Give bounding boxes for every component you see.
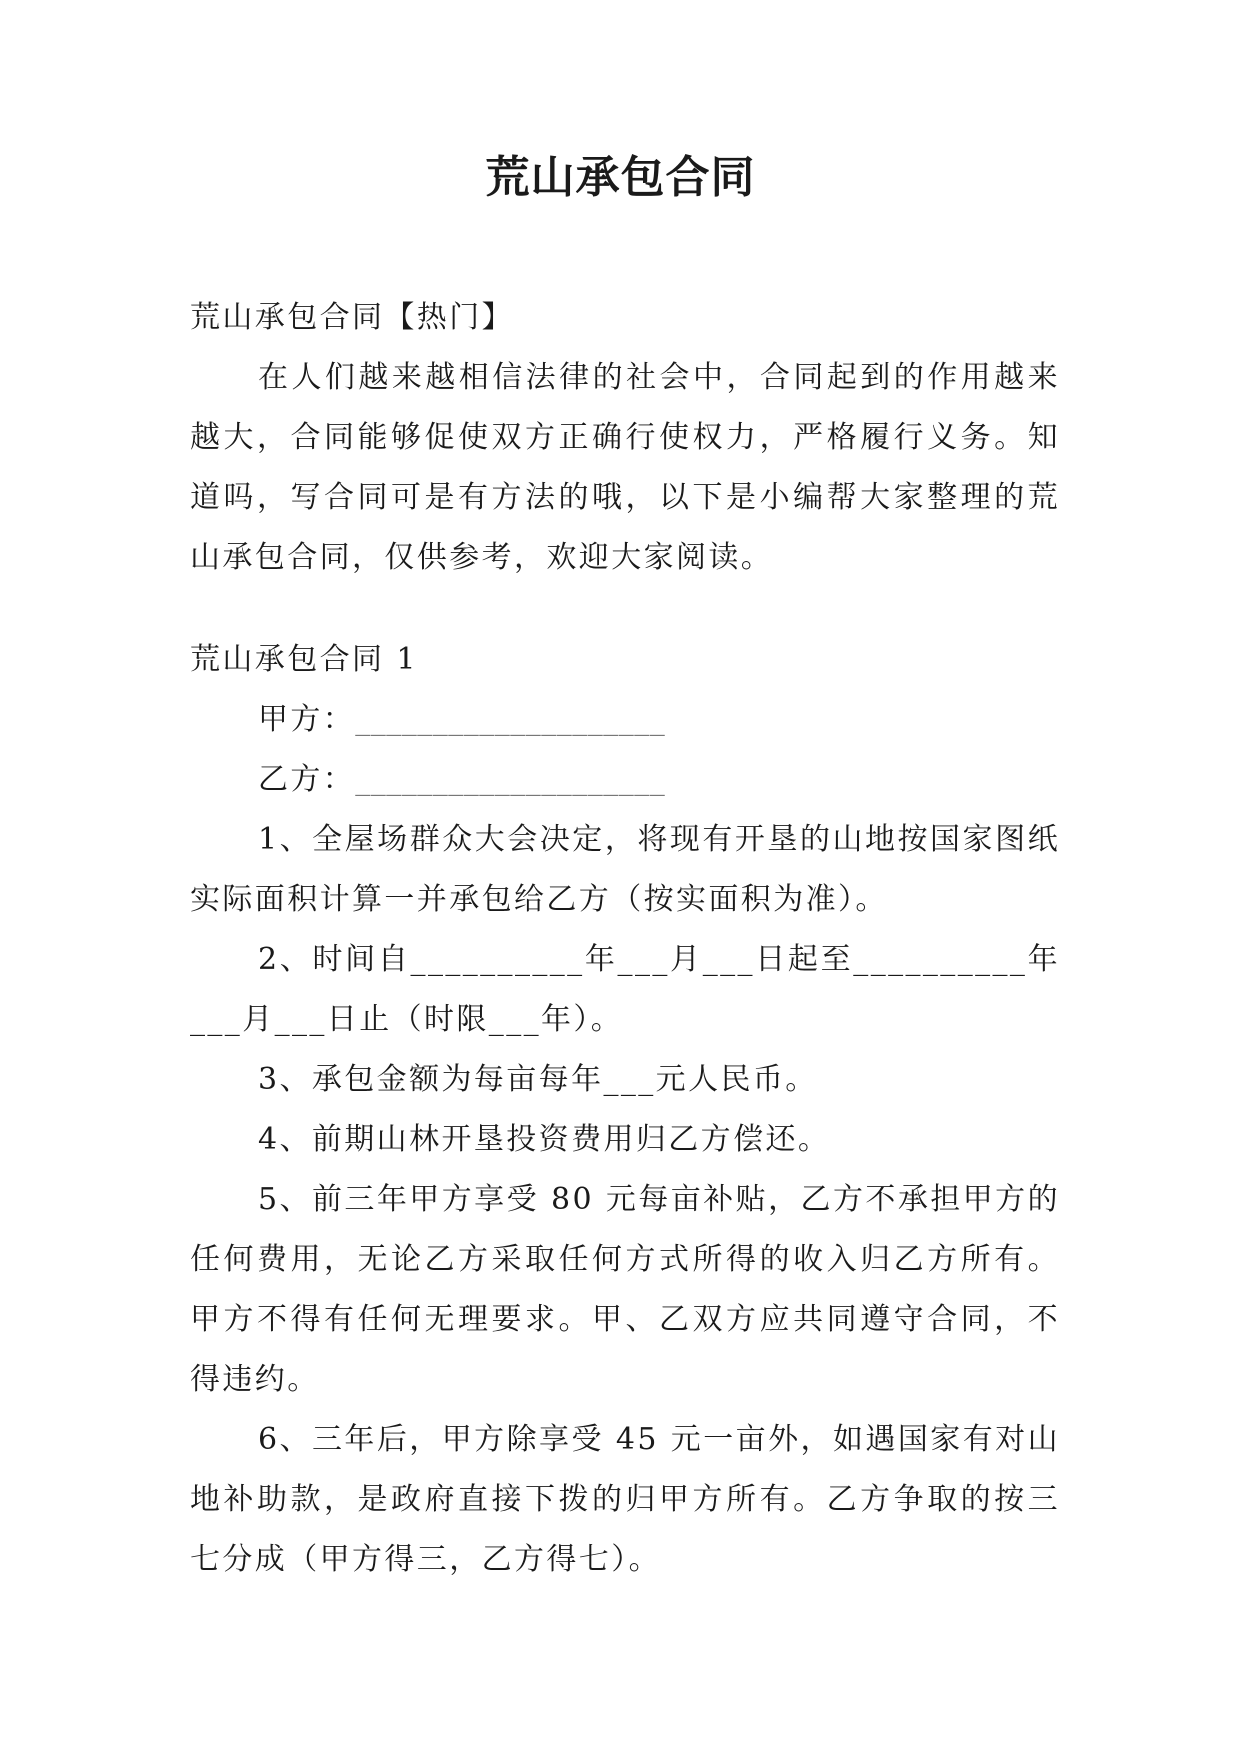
clause-4: 4、前期山林开垦投资费用归乙方偿还。 [258, 1122, 831, 1157]
party-b-blank: ____________________ [355, 762, 666, 797]
party-b-line [190, 750, 1060, 810]
party-a-blank: ____________________ [355, 702, 666, 737]
party-a-label: 甲方： [258, 702, 356, 737]
section-title: 荒山承包合同 1 [190, 642, 418, 677]
clause-1: 1、全屋场群众大会决定，将现有开垦的山地按国家图纸实际面积计算一并承包给乙方（按实面积为准）。 [190, 822, 1060, 917]
intro-paragraph: 在人们越来越相信法律的社会中，合同起到的作用越来越大，合同能够促使双方正确行使权力，严格履行义务。知道吗，写合同可是有方法的哦，以下是小编帮大家整理的荒山承包合同，仅供参考，欢迎大家阅读。 [190, 360, 1060, 575]
clause-6: 6、三年后，甲方除享受 45 元一亩外，如遇国家有对山地补助款，是政府直接下拨的归甲方所有。乙方争取的按三七分成（甲方得三，乙方得七）。 [190, 1422, 1060, 1577]
document-body [190, 288, 1060, 1590]
clause-2: 2、时间自__________年___月___日起至__________年___月___日止（时限___年）。 [190, 942, 1060, 1037]
clause-5: 5、前三年甲方享受 80 元每亩补贴，乙方不承担甲方的任何费用，无论乙方采取任何方式所得的收入归乙方所有。甲方不得有任何无理要求。甲、乙双方应共同遵守合同，不得违约。 [190, 1182, 1060, 1397]
clause-3: 3、承包金额为每亩每年___元人民币。 [258, 1062, 818, 1097]
document-subtitle: 荒山承包合同【热门】 [190, 300, 514, 335]
section-spacer [190, 588, 1060, 630]
party-a-line [190, 690, 1060, 750]
party-b-label: 乙方： [258, 762, 356, 797]
document-title: 荒山承包合同 [485, 152, 756, 203]
